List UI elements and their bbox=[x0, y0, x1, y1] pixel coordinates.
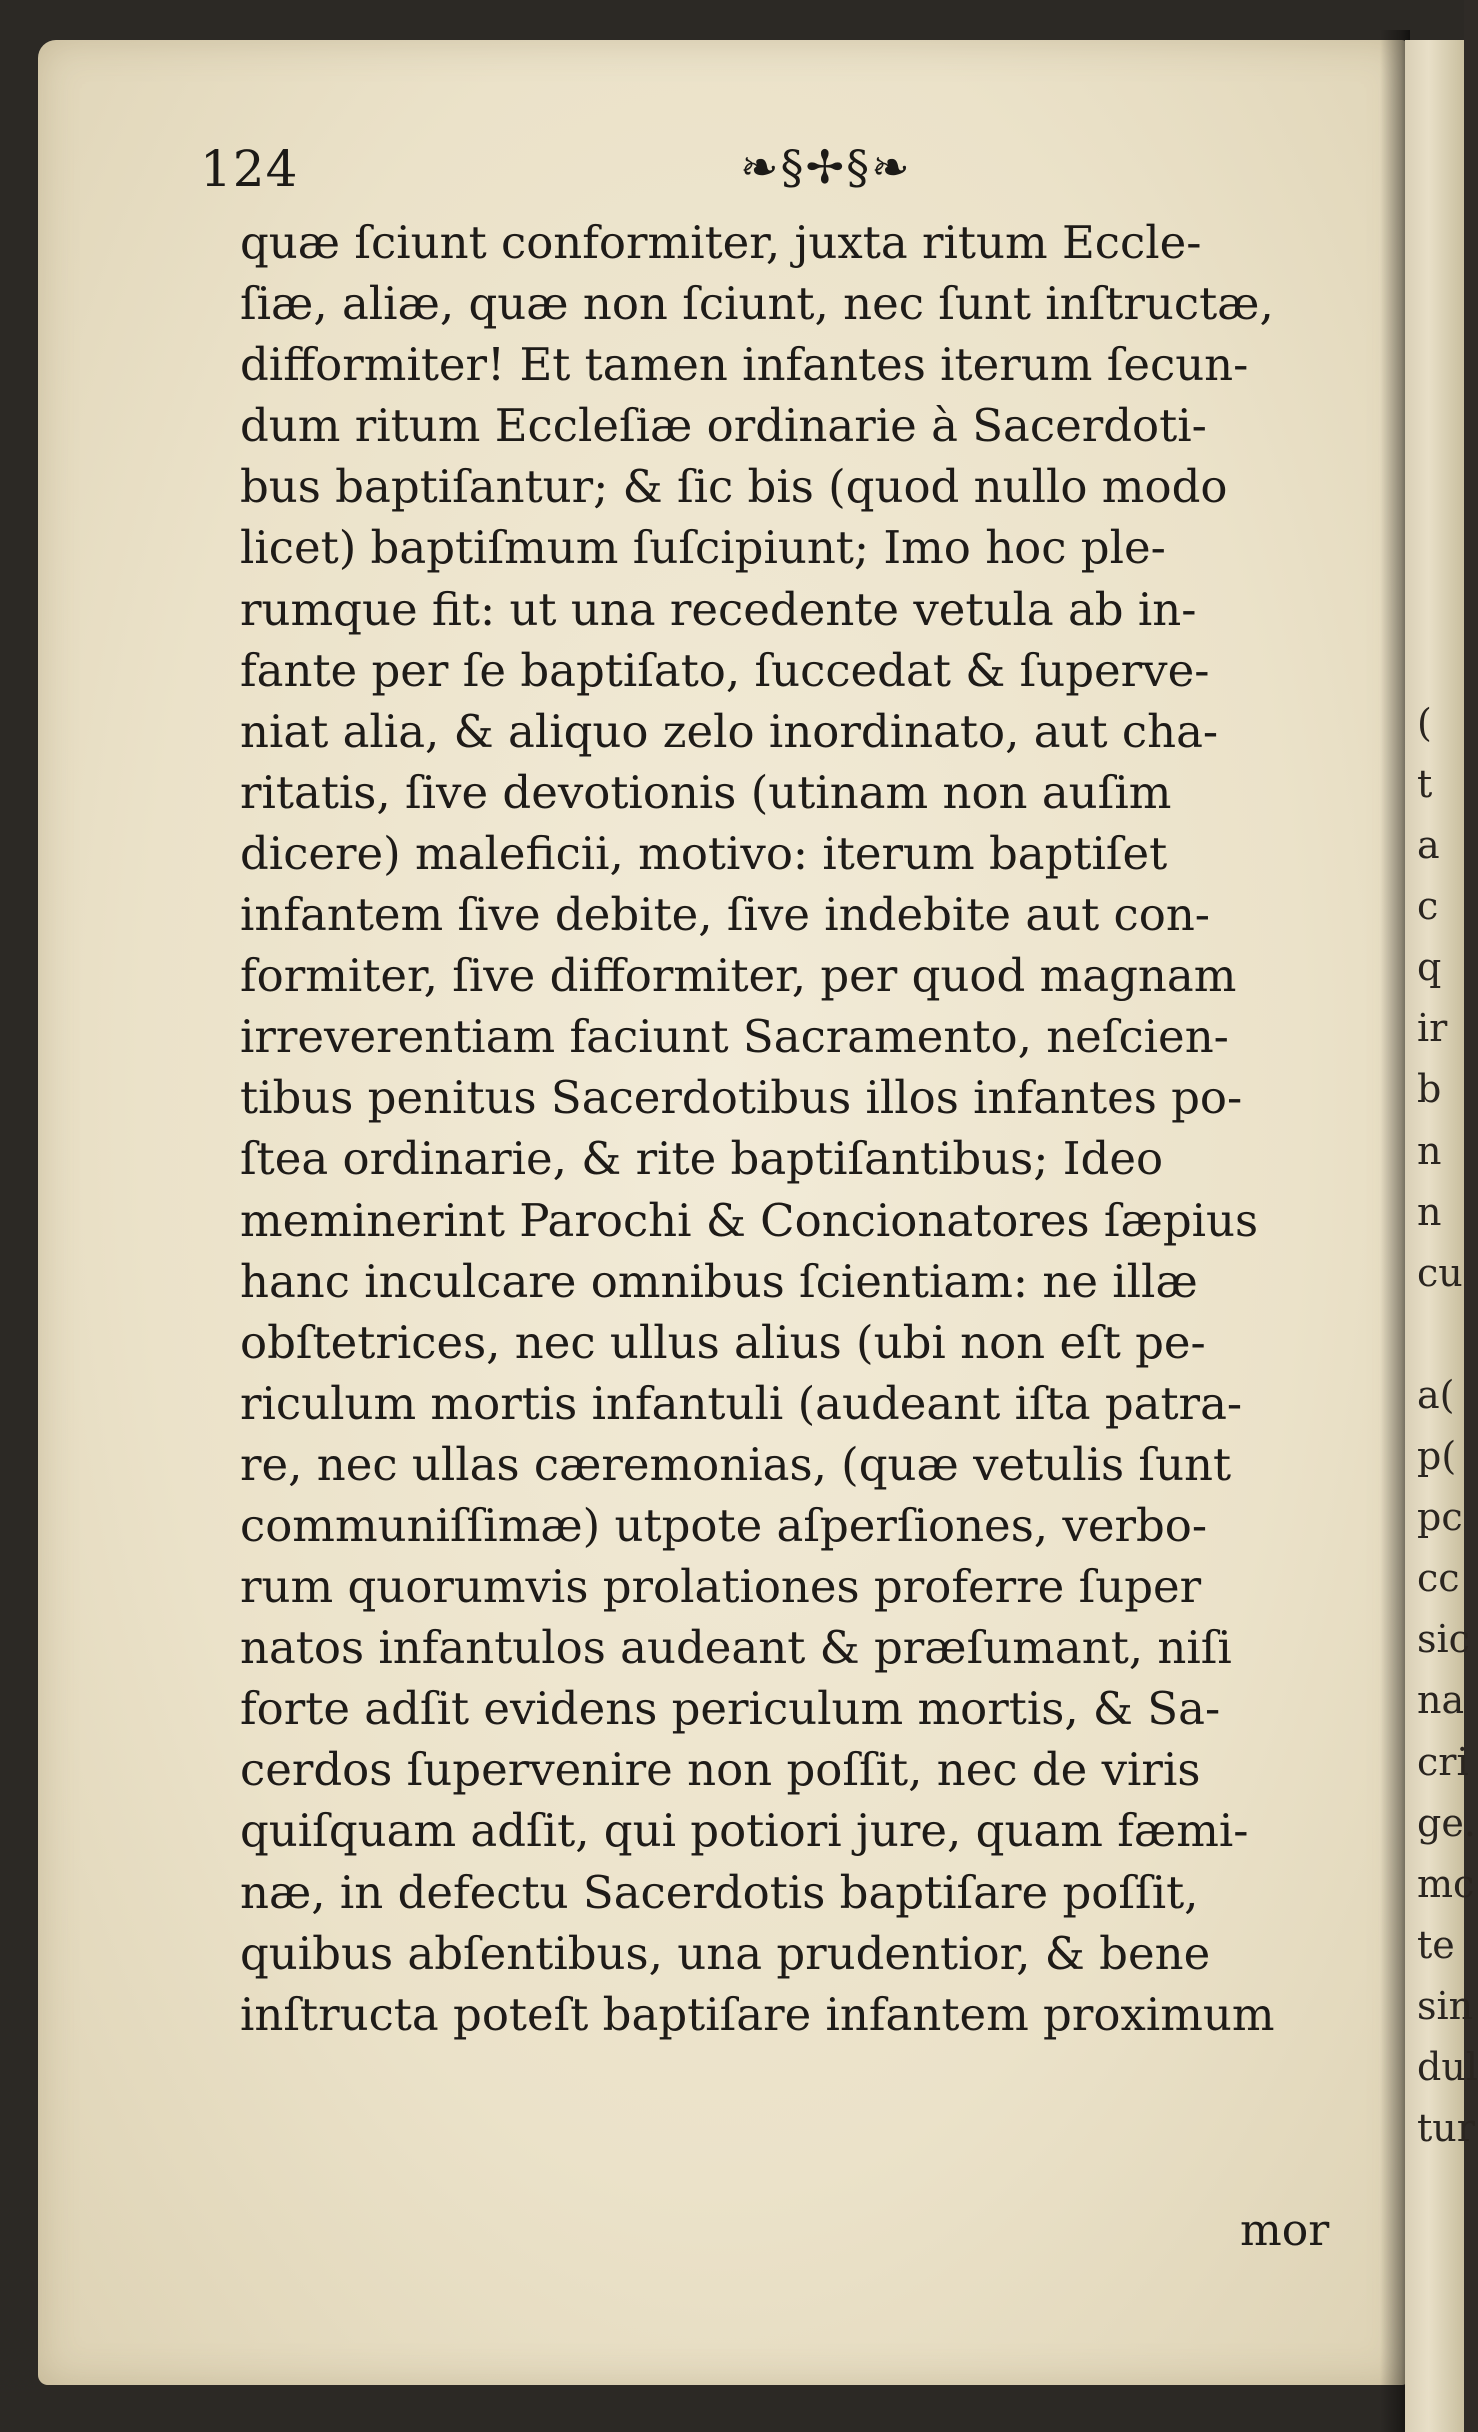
facing-page-fragment: a bbox=[1417, 823, 1440, 867]
facing-page-fragment: q bbox=[1417, 945, 1442, 990]
page-number: 124 bbox=[200, 140, 299, 198]
facing-page-fragment: t bbox=[1417, 761, 1433, 806]
facing-page-fragment: b bbox=[1417, 1067, 1442, 1112]
text-line: difformiter! Et tamen infantes iterum ſecun- bbox=[240, 338, 1249, 392]
facing-page-fragment: n bbox=[1417, 1128, 1442, 1173]
text-line: dicere) maleficii, motivo: iterum baptiſet bbox=[240, 826, 1168, 880]
facing-page-fragment: a( bbox=[1417, 1372, 1455, 1417]
facing-page-fragment: p( bbox=[1417, 1434, 1457, 1478]
body-text bbox=[240, 212, 1400, 2045]
text-line: irreverentiam faciunt Sacramento, neſcien- bbox=[240, 1010, 1229, 1064]
text-line: quiſquam adſit, qui potiori jure, quam fæmi- bbox=[240, 1804, 1249, 1858]
facing-page-fragment: sic bbox=[1417, 1617, 1470, 1662]
text-line: fante per ſe baptiſato, ſuccedat & ſuperve- bbox=[240, 643, 1210, 697]
text-line: re, nec ullas cæremonias, (quæ vetulis ſunt bbox=[240, 1437, 1232, 1491]
text-line: inſtructa poteſt baptiſare infantem proximum bbox=[240, 1987, 1275, 2041]
text-line: riculum mortis infantuli (audeant iſta patra- bbox=[240, 1376, 1243, 1430]
header-ornament: ❧§✢§❧ bbox=[740, 140, 912, 194]
text-line: formiter, ſive difformiter, per quod magnam bbox=[240, 949, 1237, 1003]
facing-page-fragment: cu bbox=[1417, 1250, 1463, 1295]
facing-page-fragment: sin bbox=[1417, 1983, 1474, 2028]
text-line: forte adſit evidens periculum mortis, & Sa- bbox=[240, 1682, 1221, 1736]
facing-page-fragment: cri bbox=[1417, 1739, 1469, 1784]
text-line: cerdos ſupervenire non poſſit, nec de viris bbox=[240, 1743, 1201, 1797]
facing-page-fragment: ge. bbox=[1417, 1800, 1476, 1845]
text-line: tibus penitus Sacerdotibus illos infantes po- bbox=[240, 1071, 1243, 1125]
text-line: communiſſimæ) utpote aſperſiones, verbo- bbox=[240, 1498, 1208, 1552]
facing-page-fragment: c bbox=[1417, 884, 1439, 929]
facing-page-fragment: mc bbox=[1417, 1861, 1475, 1906]
facing-page-fragment: ( bbox=[1417, 700, 1432, 745]
facing-page-fragment: na bbox=[1417, 1678, 1465, 1723]
text-line: quibus abſentibus, una prudentior, & bene bbox=[240, 1926, 1211, 1980]
text-line: infantem ſive debite, ſive indebite aut con- bbox=[240, 888, 1211, 942]
text-line: bus baptiſantur; & ſic bis (quod nullo modo bbox=[240, 460, 1228, 514]
facing-page-fragment: ir bbox=[1417, 1006, 1448, 1051]
text-line: quæ ſciunt conformiter, juxta ritum Eccle- bbox=[240, 216, 1202, 269]
text-line: rum quorumvis prolationes proferre ſuper bbox=[240, 1560, 1202, 1614]
text-line: niat alia, & aliquo zelo inordinato, aut cha- bbox=[240, 704, 1219, 758]
facing-page-fragment: cc bbox=[1417, 1556, 1460, 1601]
text-line: hanc inculcare omnibus ſcientiam: ne illæ bbox=[240, 1254, 1198, 1308]
page-header bbox=[200, 140, 1300, 210]
text-line: næ, in defectu Sacerdotis baptiſare poſſit, bbox=[240, 1865, 1199, 1919]
text-line: rumque fit: ut una recedente vetula ab in- bbox=[240, 582, 1197, 636]
text-line: obſtetrices, nec ullus alius (ubi non eſt pe- bbox=[240, 1315, 1206, 1369]
catchword: mor bbox=[1240, 2205, 1330, 2256]
text-line: natos infantulos audeant & præſumant, niſi bbox=[240, 1621, 1232, 1675]
text-line: ritatis, ſive devotionis (utinam non auſim bbox=[240, 765, 1172, 819]
facing-page-edge bbox=[1405, 40, 1478, 2432]
facing-page-fragment: n bbox=[1417, 1189, 1442, 1234]
facing-page-fragment: dul bbox=[1417, 2045, 1478, 2089]
text-line: ſtea ordinarie, & rite baptiſantibus; Ideo bbox=[240, 1132, 1164, 1186]
text-line: licet) baptiſmum ſuſcipiunt; Imo hoc ple- bbox=[240, 521, 1166, 575]
facing-page-fragment: te bbox=[1417, 1922, 1455, 1967]
text-line: ſiæ, aliæ, quæ non ſciunt, nec ſunt inſtructæ, bbox=[240, 277, 1274, 331]
facing-page-fragment: tur bbox=[1417, 2106, 1475, 2151]
text-line: dum ritum Eccleſiæ ordinarie à Sacerdoti- bbox=[240, 399, 1207, 453]
facing-page-fragment: pc bbox=[1417, 1495, 1463, 1540]
text-line: meminerint Parochi & Concionatores ſæpius bbox=[240, 1193, 1259, 1247]
